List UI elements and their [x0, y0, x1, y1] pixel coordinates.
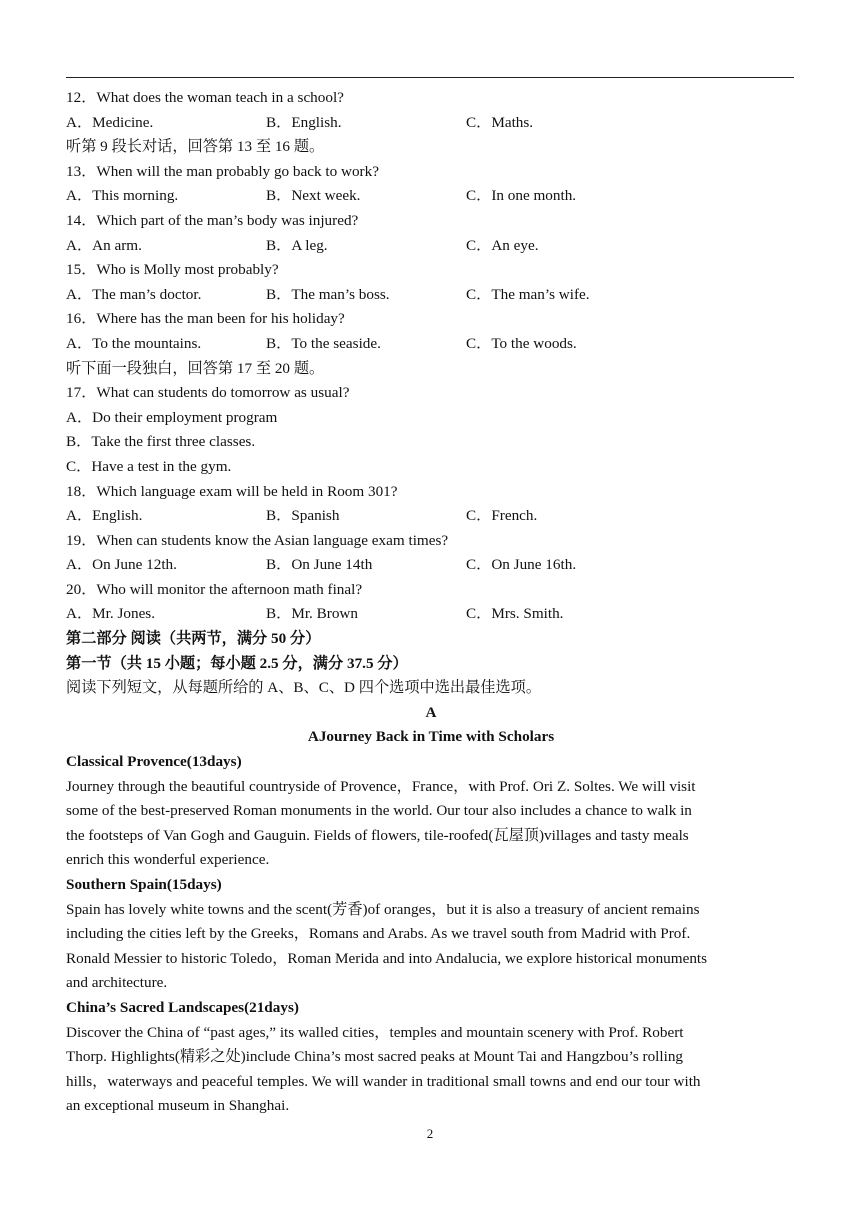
paragraph-line: Ronald Messier to historic Toledo，Roman Merida and into Andalucia, we explore historical monuments	[66, 949, 708, 967]
reading-instruction: 阅读下列短文，从每题所给的 A、B、C、D 四个选项中选出最佳选项。	[66, 679, 542, 697]
passage-title: AJourney Back in Time with Scholars	[307, 728, 555, 746]
options-14	[66, 234, 796, 259]
option-a: A．On June 12th.	[66, 556, 177, 574]
option-b: B．The man’s boss.	[266, 285, 390, 303]
paragraph-line: Spain has lovely white towns and the scent(芳香)of oranges，but it is also a treasury of ancient remains	[66, 900, 700, 918]
listening-instruction-9: 听第 9 段长对话，回答第 13 至 16 题。	[66, 138, 325, 156]
option-b: B．Mr. Brown	[266, 605, 358, 623]
paragraph-line: some of the best-preserved Roman monuments in the world. Our tour also includes a chance to walk in	[66, 802, 692, 820]
option-a: A．An arm.	[66, 236, 142, 254]
option-a: A．Medicine.	[66, 113, 154, 131]
option-b: B．On June 14th	[266, 556, 373, 574]
option-a: A．Mr. Jones.	[66, 605, 156, 623]
option-b: B．To the seaside.	[266, 334, 381, 352]
header-rule	[66, 77, 794, 78]
part2-heading: 第二部分 阅读（共两节，满分 50 分）	[66, 630, 321, 648]
option-c: C．Maths.	[466, 113, 534, 131]
option-a: A．English.	[66, 507, 143, 525]
option-c: C．An eye.	[466, 236, 539, 254]
section1-heading: 第一节（共 15 小题；每小题 2.5 分，满分 37.5 分）	[66, 654, 408, 672]
section-heading-provence: Classical Provence(13days)	[66, 753, 242, 771]
option-a: A．This morning.	[66, 187, 179, 205]
option-a: A．The man’s doctor.	[66, 285, 202, 303]
option-b: B．Spanish	[266, 507, 340, 525]
question-13: 13．When will the man probably go back to work?	[66, 162, 379, 180]
question-20: 20．Who will monitor the afternoon math final?	[66, 580, 363, 598]
option-a: A．To the mountains.	[66, 334, 202, 352]
question-15: 15．Who is Molly most probably?	[66, 261, 279, 279]
options-19	[66, 553, 796, 578]
option-c: C．Mrs. Smith.	[466, 605, 564, 623]
passage-letter: A	[425, 703, 437, 721]
page-number: 2	[426, 1126, 434, 1141]
paragraph-line: hills，waterways and peaceful temples. We will wander in traditional small towns and end our tour with	[66, 1072, 701, 1090]
options-20	[66, 602, 796, 627]
page-content	[66, 86, 796, 1119]
listening-instruction-monologue: 听下面一段独白，回答第 17 至 20 题。	[66, 359, 325, 377]
section-heading-spain: Southern Spain(15days)	[66, 876, 222, 893]
options-13	[66, 184, 796, 209]
option-c: C．French.	[466, 507, 538, 525]
paragraph-line: Journey through the beautiful countryside of Provence，France，with Prof. Ori Z. Soltes. We will visit	[66, 777, 696, 795]
question-17: 17．What can students do tomorrow as usual?	[66, 384, 350, 402]
options-16	[66, 332, 796, 357]
paragraph-line: the footsteps of Van Gogh and Gauguin. Fields of flowers, tile-roofed(瓦屋顶)villages and tasty meals	[66, 826, 689, 844]
paragraph-line: Discover the China of “past ages,” its walled cities，temples and mountain scenery with Prof. Robert	[66, 1023, 684, 1041]
paragraph-line: enrich this wonderful experience.	[66, 851, 270, 869]
question-19: 19．When can students know the Asian language exam times?	[66, 531, 449, 549]
options-18	[66, 504, 796, 529]
option-b: B．Take the first three classes.	[66, 433, 256, 451]
option-b: B．A leg.	[266, 236, 328, 254]
option-c: C．On June 16th.	[466, 556, 577, 574]
paragraph-line: and architecture.	[66, 974, 168, 992]
question-18: 18．Which language exam will be held in Room 301?	[66, 482, 398, 500]
option-c: C．Have a test in the gym.	[66, 457, 232, 475]
question-12: 12．What does the woman teach in a school?	[66, 89, 344, 106]
question-16: 16．Where has the man been for his holiday?	[66, 310, 345, 328]
question-14: 14．Which part of the man’s body was injured?	[66, 211, 359, 229]
options-15	[66, 283, 796, 308]
paragraph-line: including the cities left by the Greeks，Romans and Arabs. As we travel south from Madrid with Prof.	[66, 925, 691, 943]
option-a: A．Do their employment program	[66, 408, 278, 426]
option-c: C．To the woods.	[466, 334, 577, 352]
paragraph-line: Thorp. Highlights(精彩之处)include China’s most sacred peaks at Mount Tai and Hangzbou’s rolling	[66, 1048, 684, 1066]
option-b: B．Next week.	[266, 187, 361, 205]
option-c: C．The man’s wife.	[466, 285, 590, 303]
option-c: C．In one month.	[466, 187, 577, 205]
option-b: B．English.	[266, 113, 342, 131]
options-12	[66, 111, 796, 136]
paragraph-line: an exceptional museum in Shanghai.	[66, 1097, 290, 1115]
section-heading-china: China’s Sacred Landscapes(21days)	[66, 998, 299, 1016]
